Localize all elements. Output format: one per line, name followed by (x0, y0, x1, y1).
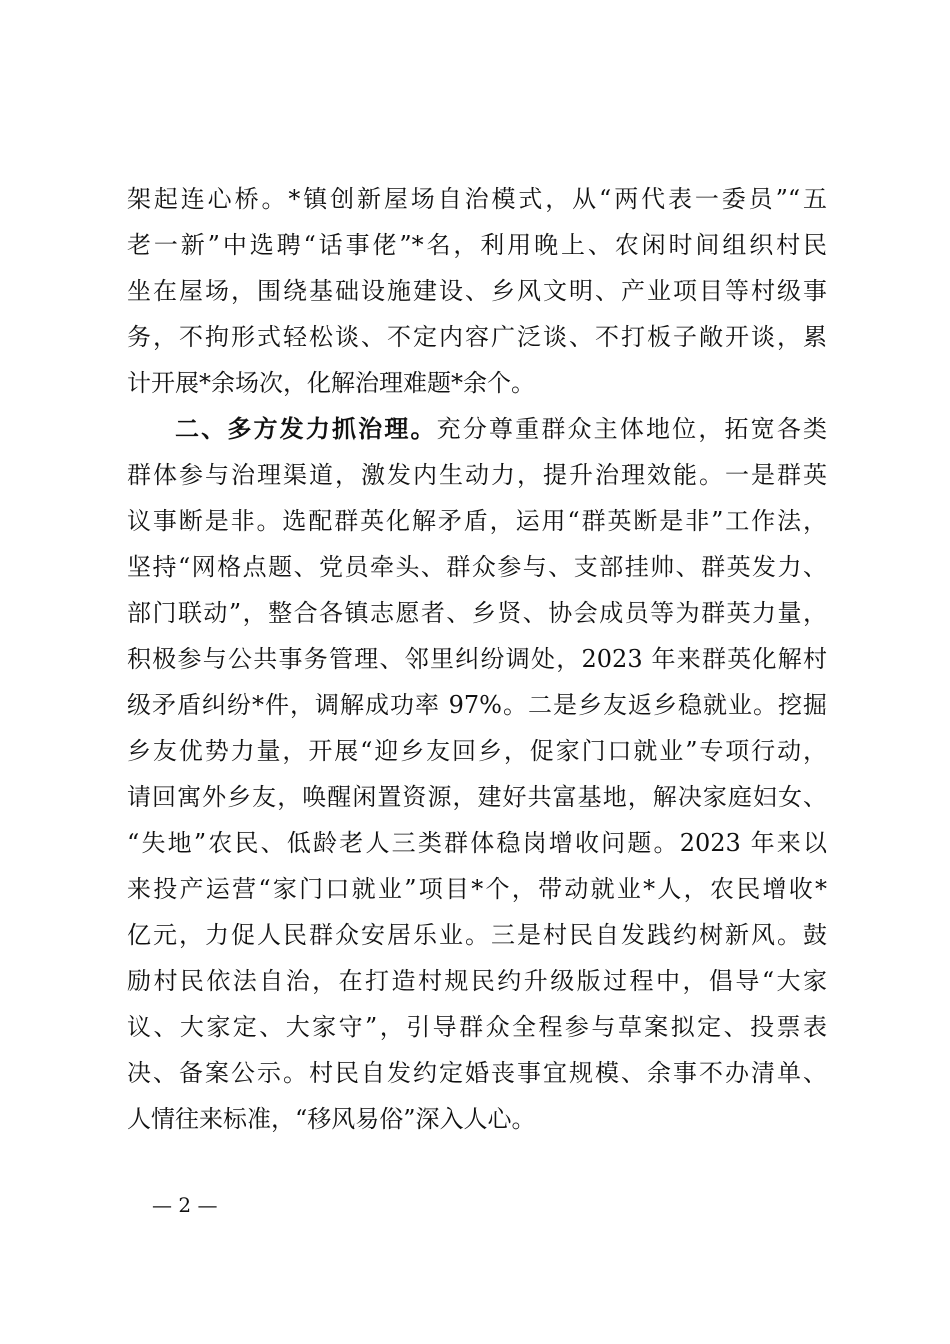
paragraph-2-line-10: “失地”农民、低龄老人三类群体稳岗增收问题。2023 年来以 (127, 829, 827, 857)
paragraph-2-line-4: 坚持“网格点题、党员牵头、群众参与、支部挂帅、群英发力、 (127, 553, 827, 581)
body-text (127, 176, 827, 1142)
paragraph-2-line-9: 请回寓外乡友，唤醒闲置资源，建好共富基地，解决家庭妇女、 (127, 783, 827, 811)
paragraph-2-line-1 (127, 406, 827, 452)
paragraph-2-line-14: 议、大家定、大家守”，引导群众全程参与草案拟定、投票表 (127, 1013, 827, 1041)
paragraph-2-line-7: 级矛盾纠纷*件，调解成功率 97%。二是乡友返乡稳就业。挖掘 (127, 691, 827, 719)
paragraph-2-line-15: 决、备案公示。村民自发约定婚丧事宜规模、余事不办清单、 (127, 1059, 827, 1087)
paragraph-2-line-5: 部门联动”，整合各镇志愿者、乡贤、协会成员等为群英力量， (127, 599, 827, 627)
paragraph-2-line-16: 人情往来标准，“移风易俗”深入人心。 (127, 1105, 536, 1133)
paragraph-2-line-11: 来投产运营“家门口就业”项目*个，带动就业*人，农民增收* (127, 875, 827, 903)
paragraph-1-line-1: 架起连心桥。*镇创新屋场自治模式，从“两代表一委员”“五 (127, 185, 827, 213)
page-number: — 2 — (152, 1193, 218, 1217)
paragraph-1-line-4: 务，不拘形式轻松谈、不定内容广泛谈、不打板子敞开谈，累 (127, 323, 827, 351)
paragraph-2-line-3: 议事断是非。选配群英化解矛盾，运用“群英断是非”工作法， (127, 507, 827, 535)
section-heading: 二、多方发力抓治理。 (175, 414, 437, 443)
paragraph-1-line-3: 坐在屋场，围绕基础设施建设、乡风文明、产业项目等村级事 (127, 277, 827, 305)
paragraph-2-line-1-text: 充分尊重群众主体地位，拓宽各类 (436, 415, 827, 443)
paragraph-2-line-2: 群体参与治理渠道，激发内生动力，提升治理效能。一是群英 (127, 461, 827, 489)
paragraph-2-line-12: 亿元，力促人民群众安居乐业。三是村民自发践约树新风。鼓 (127, 921, 827, 949)
paragraph-1-line-5: 计开展*余场次，化解治理难题*余个。 (127, 369, 535, 397)
paragraph-1-line-2: 老一新”中选聘“话事佬”*名，利用晚上、农闲时间组织村民 (127, 231, 827, 259)
paragraph-2-line-6: 积极参与公共事务管理、邻里纠纷调处，2023 年来群英化解村 (127, 645, 827, 673)
paragraph-2-line-13: 励村民依法自治，在打造村规民约升级版过程中，倡导“大家 (127, 967, 827, 995)
paragraph-2-line-8: 乡友优势力量，开展“迎乡友回乡，促家门口就业”专项行动， (127, 737, 827, 765)
